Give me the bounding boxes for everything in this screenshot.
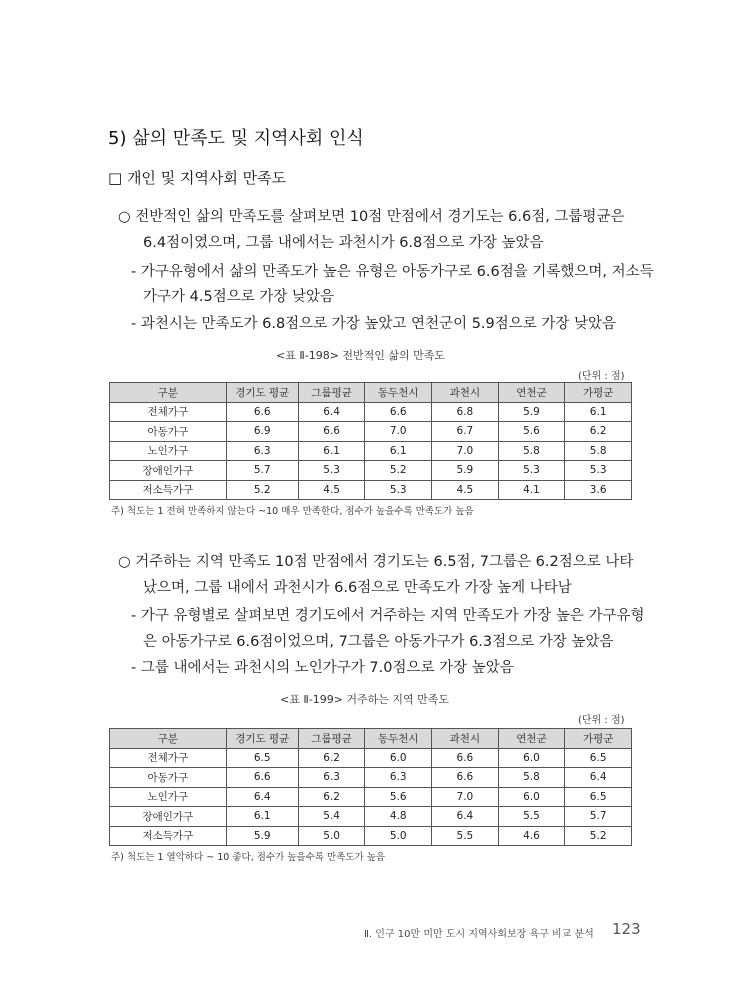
value-cell: 4.6 [498,826,565,846]
value-cell: 6.4 [565,768,632,788]
block2-circle-line2: 났으며, 그룹 내에서 과천시가 6.6점으로 만족도가 가장 높게 나타남 [143,580,572,596]
row-label-cell: 노인가구 [110,787,227,807]
running-title: Ⅱ. 인구 10만 미만 도시 지역사회보장 욕구 비교 분석 [364,929,594,940]
value-cell: 5.9 [498,402,565,422]
value-cell: 6.8 [432,402,499,422]
block1-dash1-line1: - 가구유형에서 삶의 만족도가 높은 유형은 아동가구로 6.6점을 기록했으며, 저소득 [131,264,654,280]
table-row [110,480,632,500]
value-cell: 4.8 [365,807,432,827]
table-row [110,826,632,846]
value-cell: 6.5 [565,787,632,807]
value-cell: 4.1 [498,480,565,500]
table2-unit: (단위 : 점) [578,715,625,726]
table-header-cell: 경기도 평균 [226,729,298,749]
value-cell: 6.1 [365,441,432,461]
value-cell: 5.4 [298,807,365,827]
value-cell: 5.6 [498,422,565,442]
value-cell: 6.4 [298,402,365,422]
table1-unit: (단위 : 점) [578,371,625,382]
row-label-cell: 아동가구 [110,422,227,442]
value-cell: 4.5 [432,480,499,500]
table1-header-row [110,383,632,403]
table-row [110,807,632,827]
value-cell: 5.7 [565,807,632,827]
value-cell: 6.6 [365,402,432,422]
value-cell: 7.0 [432,441,499,461]
value-cell: 6.1 [226,807,298,827]
table-header-cell: 동두천시 [365,729,432,749]
value-cell: 6.7 [432,422,499,442]
value-cell: 5.0 [365,826,432,846]
value-cell: 7.0 [365,422,432,442]
value-cell: 5.7 [226,461,298,481]
table-header-cell: 과천시 [432,383,499,403]
value-cell: 5.5 [498,807,565,827]
value-cell: 5.8 [565,441,632,461]
row-label-cell: 전체가구 [110,748,227,768]
value-cell: 5.3 [498,461,565,481]
value-cell: 6.0 [498,748,565,768]
page-number: 123 [612,920,641,938]
row-label-cell: 전체가구 [110,402,227,422]
value-cell: 4.5 [298,480,365,500]
block1-circle-line2: 6.4점이였으며, 그룹 내에서는 과천시가 6.8점으로 가장 높았음 [143,235,544,251]
value-cell: 5.9 [432,461,499,481]
row-label-cell: 저소득가구 [110,826,227,846]
value-cell: 6.4 [432,807,499,827]
row-label-cell: 저소득가구 [110,480,227,500]
section-title: 5) 삶의 만족도 및 지역사회 인식 [108,128,364,149]
value-cell: 6.6 [432,748,499,768]
table-row [110,402,632,422]
value-cell: 5.0 [298,826,365,846]
value-cell: 5.3 [298,461,365,481]
table1-caption: <표 Ⅱ-198> 전반적인 삶의 만족도 [276,349,446,362]
value-cell: 6.2 [298,748,365,768]
table-row [110,768,632,788]
table-header-cell: 연천군 [498,729,565,749]
table-row [110,441,632,461]
value-cell: 6.5 [226,748,298,768]
block2-dash1-line2: 은 아동가구로 6.6점이었으며, 7그룹은 아동가구가 6.3점으로 가장 높았음 [143,634,614,650]
value-cell: 5.8 [498,768,565,788]
table-row [110,422,632,442]
block1-dash2: - 과천시는 만족도가 6.8점으로 가장 높았고 연천군이 5.9점으로 가장 낮았음 [131,316,617,332]
table2 [109,728,632,846]
value-cell: 7.0 [432,787,499,807]
table-header-cell: 그룹평균 [298,729,365,749]
block2-circle-line1: ○ 거주하는 지역 만족도 10점 만점에서 경기도는 6.5점, 7그룹은 6.2점으로 나타 [118,554,634,570]
subsection-title: □ 개인 및 지역사회 만족도 [108,169,287,187]
value-cell: 5.3 [565,461,632,481]
table-header-cell: 가평군 [565,729,632,749]
table-row [110,748,632,768]
value-cell: 5.2 [365,461,432,481]
block1-dash1-line2: 가구가 4.5점으로 가장 낮았음 [143,289,334,305]
value-cell: 6.5 [565,748,632,768]
table1-note: 주) 척도는 1 전혀 만족하지 않는다 ~10 매우 만족한다, 점수가 높을수록 만족도가 높음 [111,506,474,517]
table-header-cell: 경기도 평균 [226,383,298,403]
value-cell: 5.3 [365,480,432,500]
table1 [109,382,632,500]
table-header-cell: 구분 [110,729,227,749]
table-header-cell: 가평군 [565,383,632,403]
table2-caption: <표 Ⅱ-199> 거주하는 지역 만족도 [280,693,450,706]
value-cell: 6.3 [298,768,365,788]
value-cell: 6.1 [298,441,365,461]
block1-circle-line1: ○ 전반적인 삶의 만족도를 살펴보면 10점 만점에서 경기도는 6.6점, 그룹평균은 [118,209,625,225]
row-label-cell: 아동가구 [110,768,227,788]
value-cell: 6.0 [498,787,565,807]
table-header-cell: 구분 [110,383,227,403]
row-label-cell: 장애인가구 [110,807,227,827]
value-cell: 6.0 [365,748,432,768]
value-cell: 5.2 [226,480,298,500]
table2-note: 주) 척도는 1 열악하다 ~ 10 좋다, 점수가 높을수록 만족도가 높음 [111,852,386,863]
value-cell: 6.6 [226,768,298,788]
value-cell: 6.2 [565,422,632,442]
value-cell: 5.6 [365,787,432,807]
value-cell: 6.2 [298,787,365,807]
row-label-cell: 노인가구 [110,441,227,461]
value-cell: 5.5 [432,826,499,846]
table2-header-row [110,729,632,749]
table-row [110,461,632,481]
block2-dash1-line1: - 가구 유형별로 살펴보면 경기도에서 거주하는 지역 만족도가 가장 높은 가구유형 [131,608,645,624]
value-cell: 6.9 [226,422,298,442]
value-cell: 6.3 [365,768,432,788]
table-header-cell: 연천군 [498,383,565,403]
value-cell: 6.6 [432,768,499,788]
value-cell: 5.2 [565,826,632,846]
value-cell: 6.4 [226,787,298,807]
value-cell: 6.6 [298,422,365,442]
table-header-cell: 과천시 [432,729,499,749]
value-cell: 6.1 [565,402,632,422]
table-row [110,787,632,807]
value-cell: 5.9 [226,826,298,846]
table-header-cell: 그룹평균 [298,383,365,403]
value-cell: 6.3 [226,441,298,461]
value-cell: 5.8 [498,441,565,461]
value-cell: 6.6 [226,402,298,422]
value-cell: 3.6 [565,480,632,500]
block2-dash2: - 그룹 내에서는 과천시의 노인가구가 7.0점으로 가장 높았음 [131,660,514,676]
table-header-cell: 동두천시 [365,383,432,403]
row-label-cell: 장애인가구 [110,461,227,481]
